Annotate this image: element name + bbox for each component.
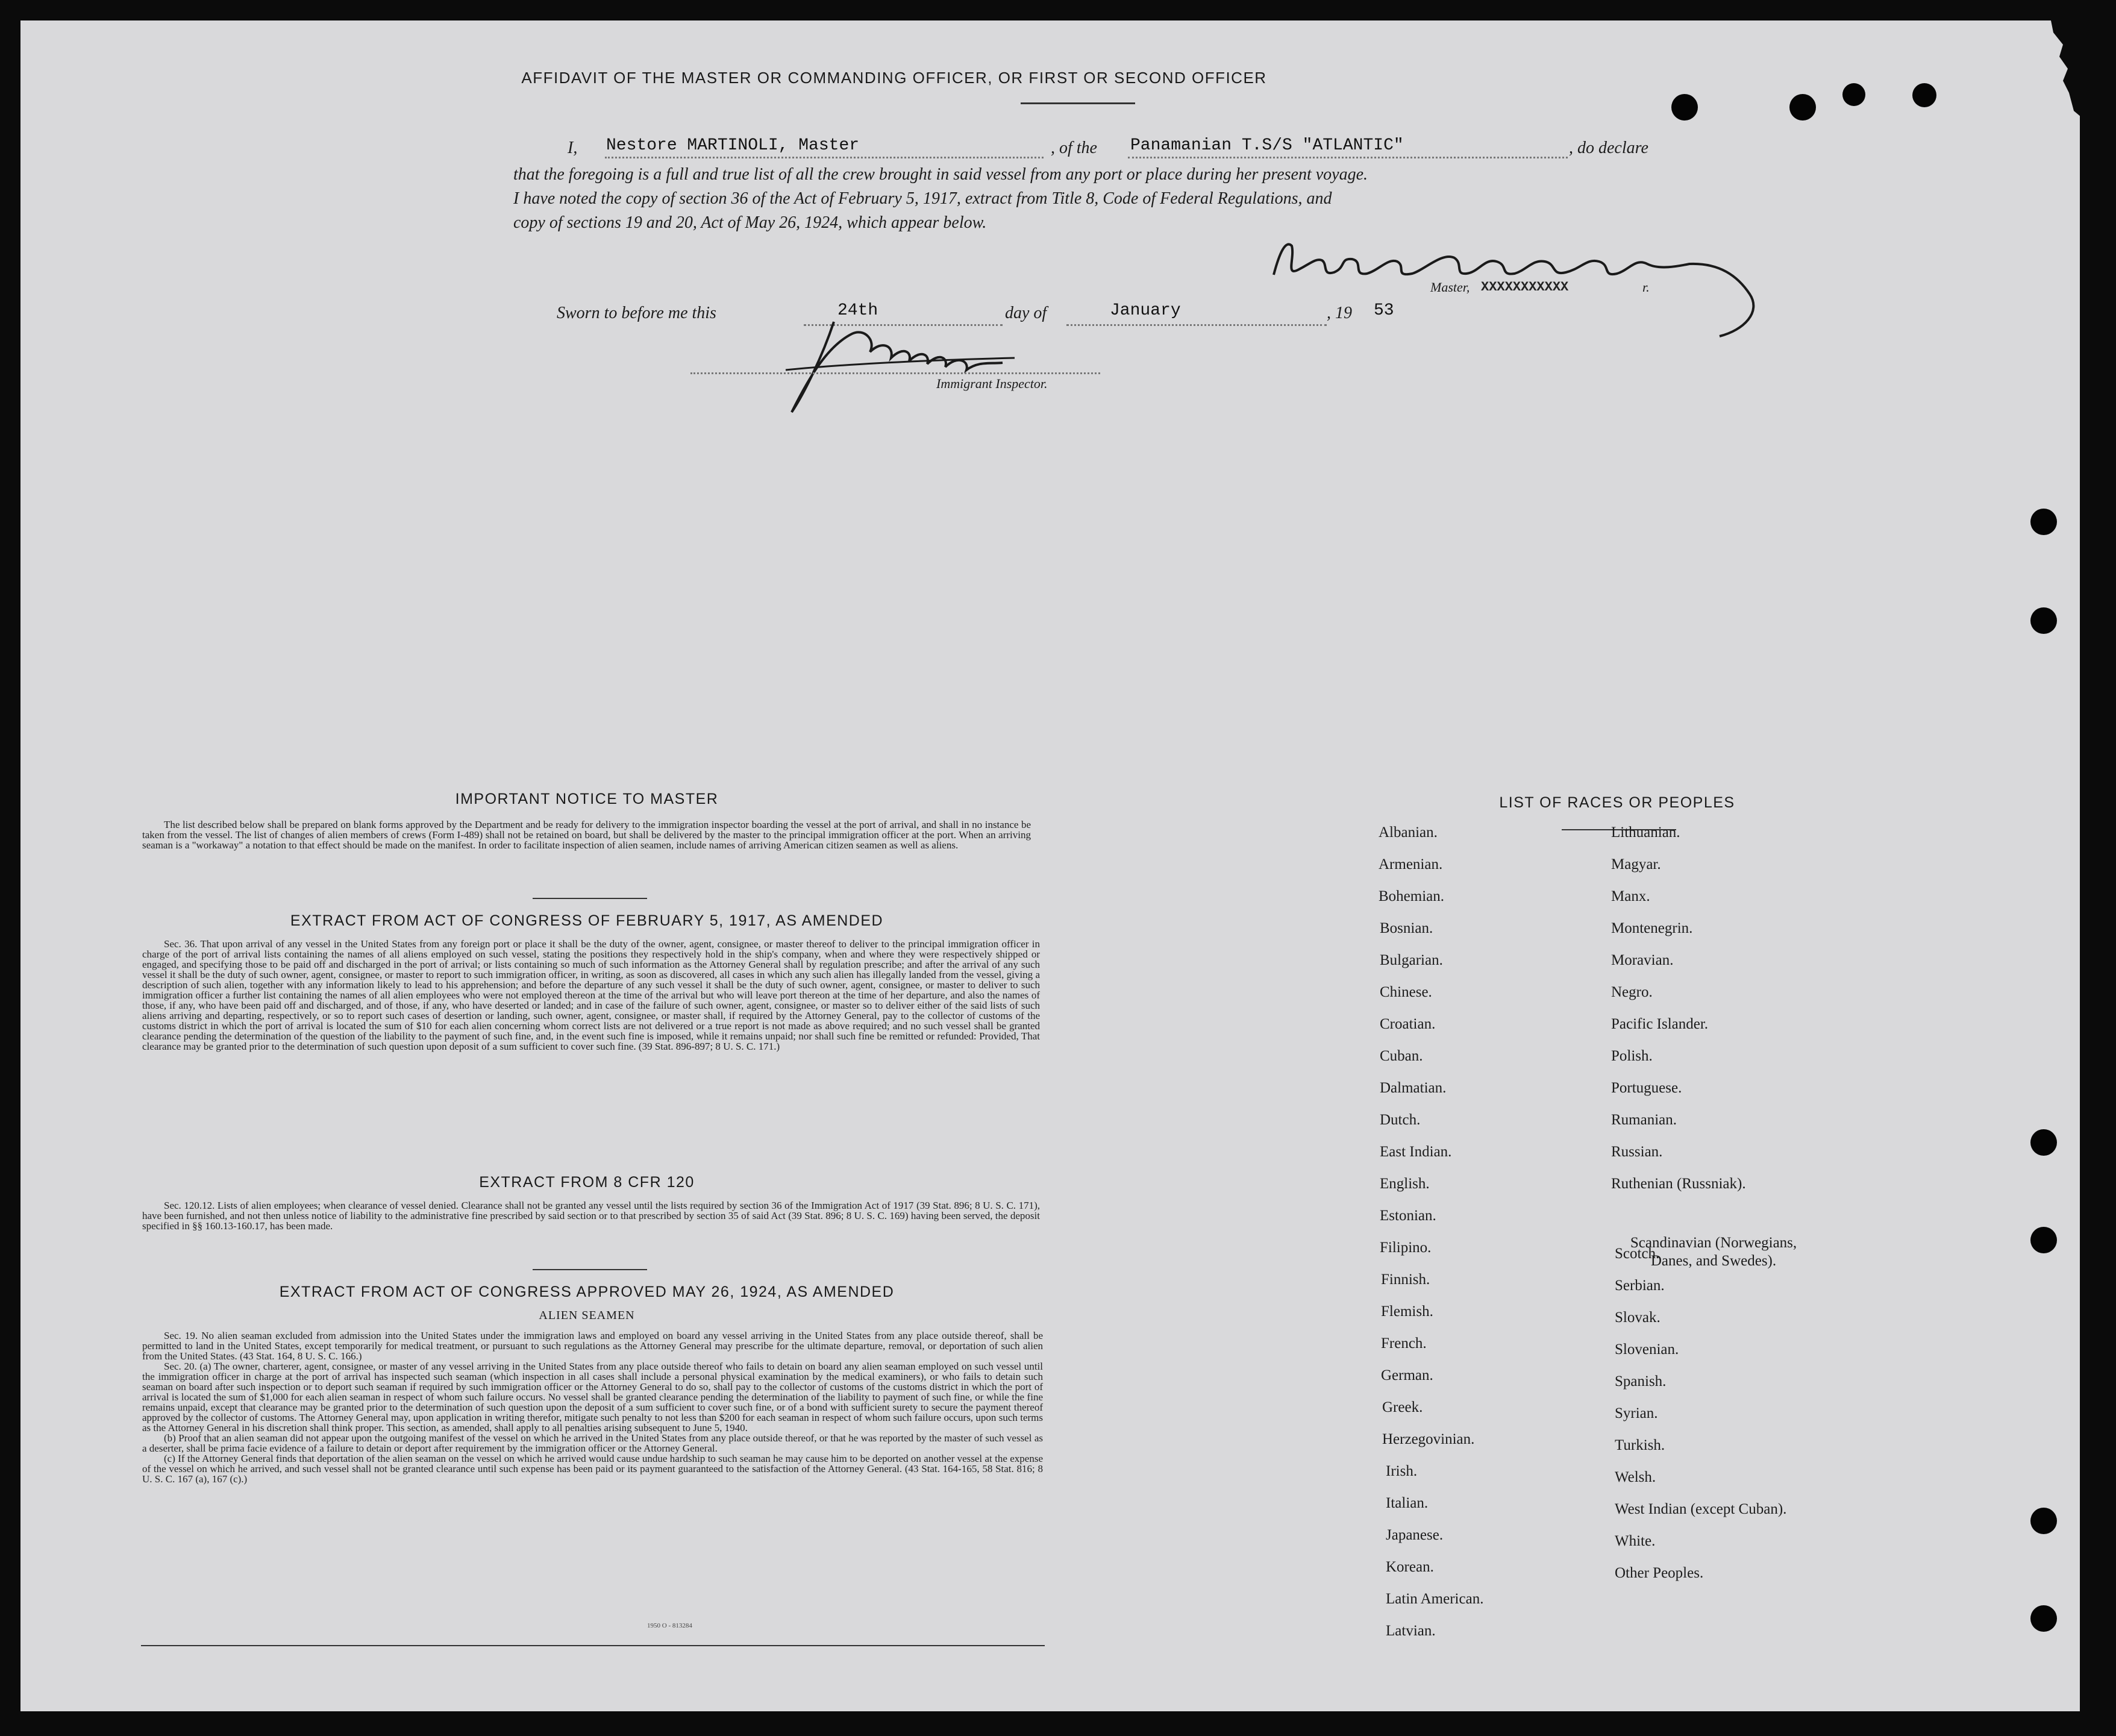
race-item: Croatian. bbox=[1380, 1016, 1436, 1032]
race-item: Dalmatian. bbox=[1380, 1080, 1447, 1096]
section-20c-text: (c) If the Attorney General finds that deportation of the alien seaman on the vessel on which he arrived would cause undue hardship to such seaman he may cause him to be deported on another vessel at the expense of the vessel on which he arrived, and such vessel shall not be granted clearance until such expense has been paid or its payment guaranteed to the satisfaction of the Attorney General. (43 Stat. 164-165, 58 Stat. 816; 8 U. S. C. 167 (a), 167 (c).) bbox=[142, 1453, 1043, 1485]
race-item: Lithuanian. bbox=[1611, 824, 1680, 841]
do-declare-label: , do declare bbox=[1569, 139, 1648, 157]
race-item: Syrian. bbox=[1615, 1405, 1658, 1421]
master-label: Master, bbox=[1430, 280, 1470, 295]
race-item: Finnish. bbox=[1381, 1271, 1430, 1288]
inspector-label: Immigrant Inspector. bbox=[936, 376, 1048, 391]
extract-1917-title: EXTRACT FROM ACT OF CONGRESS OF FEBRUARY 5, 1917, AS AMENDED bbox=[290, 912, 884, 929]
extract-1917-block bbox=[142, 939, 1040, 1051]
alien-seamen-subtitle: ALIEN SEAMEN bbox=[539, 1309, 635, 1322]
race-item: White. bbox=[1615, 1533, 1656, 1549]
race-item: Ruthenian (Russniak). bbox=[1611, 1176, 1746, 1192]
race-item: Rumanian. bbox=[1611, 1112, 1677, 1128]
master-name-field: Nestore MARTINOLI, Master bbox=[606, 136, 860, 155]
race-item: English. bbox=[1380, 1176, 1430, 1192]
punch-hole bbox=[2030, 1605, 2057, 1632]
race-item: Bosnian. bbox=[1380, 920, 1433, 936]
race-item: Dutch. bbox=[1380, 1112, 1421, 1128]
master-suffix: r. bbox=[1642, 280, 1650, 295]
notice-body: The list described below shall be prepared on blank forms approved by the Department and be ready for delivery to the immigration inspector boarding the vessel at the port of arrival, and shall in no instance be taken from the vessel. The list of changes of alien members of crews (Form I-489) shall not be retained on board, but shall be delivered by the master to the principal immigration officer at the port. When an arriving seaman is a "workaway" a notation to that effect should be made on the manifest. In order to facilitate inspection of alien seamen, include names of arriving American citizen seamen as well as aliens. bbox=[142, 819, 1031, 851]
race-item: Slovenian. bbox=[1615, 1341, 1679, 1358]
punch-hole bbox=[1842, 83, 1865, 106]
race-item: Pacific Islander. bbox=[1611, 1016, 1709, 1032]
torn-edge bbox=[2045, 20, 2080, 117]
race-item: Magyar. bbox=[1611, 856, 1661, 873]
race-item: Scotch. bbox=[1615, 1246, 1660, 1262]
race-item: Irish. bbox=[1386, 1463, 1418, 1479]
sworn-label: Sworn to before me this bbox=[557, 304, 716, 322]
race-item: Korean. bbox=[1386, 1559, 1434, 1575]
race-item: Flemish. bbox=[1381, 1303, 1433, 1320]
race-item: French. bbox=[1381, 1335, 1427, 1352]
section-20a-text: Sec. 20. (a) The owner, charterer, agent, consignee, or master of any vessel arriving in the United States from any place outside thereof who fails to detain on board any alien seaman employed on such vessel until the immigration officer in charge at the port of arrival has inspected such seaman (which inspection in all cases shall include a personal physical examination by the medical examiners), or who fails to detain such seaman on board after such inspection or to deport such seaman if required by such immigration officer or the Attorney General to do so, shall pay to the collector of customs of the customs district in which the port of arrival is located the sum of $1,000 for each alien seaman in respect of whom such failure occurs. No vessel shall be granted clearance pending the determination of the liability to payment of such fine, or while the fine remains unpaid, except that clearance may be granted prior to the determination of such question upon the deposit of a sum sufficient to cover such fine, or of a bond with sufficient surety to secure the payment thereof approved by the collector of customs. The Attorney General may, upon application in writing therefor, mitigate such penalty to not less than $200 for each seaman in respect of whom such failure occurs, upon such terms as the Attorney General in his discretion shall think proper. This section, as amended, shall apply to all penalties arising subsequent to June 5, 1940. bbox=[142, 1361, 1043, 1434]
extract-1924-title: EXTRACT FROM ACT OF CONGRESS APPROVED MAY 26, 1924, AS AMENDED bbox=[279, 1283, 895, 1300]
race-item: West Indian (except Cuban). bbox=[1615, 1501, 1787, 1517]
print-code: 1950 O - 813284 bbox=[647, 1622, 692, 1629]
declaration-line: copy of sections 19 and 20, Act of May 26, 1924, which appear below. bbox=[513, 213, 987, 232]
punch-hole bbox=[1912, 83, 1936, 107]
day-of-label: day of bbox=[1005, 304, 1047, 322]
race-item: Estonian. bbox=[1380, 1208, 1436, 1224]
extract-cfr-body: Sec. 120.12. Lists of alien employees; when clearance of vessel denied. Clearance shall not be granted any vessel until the lists required by section 36 of the Immigration Act of 1917 (39 Stat. 896; 8 U. S. C. 171), have been furnished, and not then unless notice of liability to the administrative fine prescribed by said section or to that prescribed by section 35 of said Act (39 Stat. 896; 8 U. S. C. 169) having been served, the deposit specified in §§ 160.13-160.17, has been made. bbox=[142, 1200, 1040, 1232]
race-item: Cuban. bbox=[1380, 1048, 1423, 1064]
punch-hole bbox=[2030, 1129, 2057, 1156]
race-item: Portuguese. bbox=[1611, 1080, 1682, 1096]
affidavit-title: AFFIDAVIT OF THE MASTER OR COMMANDING OFFICER, OR FIRST OR SECOND OFFICER bbox=[521, 69, 1267, 87]
year-field: 53 bbox=[1374, 301, 1394, 320]
punch-hole bbox=[2030, 607, 2057, 634]
extract-cfr-block bbox=[142, 1200, 1040, 1231]
race-item: Negro. bbox=[1611, 984, 1653, 1000]
race-item: Polish. bbox=[1611, 1048, 1653, 1064]
race-item: Manx. bbox=[1611, 888, 1650, 904]
inspector-signature bbox=[762, 304, 1051, 424]
races-title: LIST OF RACES OR PEOPLES bbox=[1499, 794, 1735, 811]
race-item: Spanish. bbox=[1615, 1373, 1667, 1390]
race-item: Welsh. bbox=[1615, 1469, 1656, 1485]
race-item: Herzegovinian. bbox=[1382, 1431, 1475, 1447]
punch-hole bbox=[2030, 509, 2057, 535]
race-item: Slovak. bbox=[1615, 1309, 1661, 1326]
punch-hole bbox=[1671, 94, 1698, 121]
section-19-text: Sec. 19. No alien seaman excluded from admission into the United States under the immigration laws and employed on board any vessel arriving in the United States from any place outside thereof, shall be permitted to land in the United States, except temporarily for medical treatment, or pursuant to such regulations as the Attorney General may prescribe for the ultimate departure, removal, or deportation of such alien from the United States. (43 Stat. 164, 8 U. S. C. 166.) bbox=[142, 1330, 1043, 1362]
race-item-scandinavian: Scandinavian (Norwegians, Danes, and Swedes). bbox=[1630, 1235, 1797, 1269]
race-item: Russian. bbox=[1611, 1144, 1663, 1160]
race-item: Montenegrin. bbox=[1611, 920, 1693, 936]
day-field: 24th bbox=[837, 301, 878, 320]
race-item: Japanese. bbox=[1386, 1527, 1444, 1543]
declaration-line: I have noted the copy of section 36 of the Act of February 5, 1917, extract from Title 8, Code of Federal Regulations, and bbox=[513, 189, 1332, 208]
pronoun: I, bbox=[568, 139, 578, 157]
race-item: Greek. bbox=[1382, 1399, 1423, 1415]
punch-hole bbox=[1789, 94, 1816, 121]
section-20b-text: (b) Proof that an alien seaman did not appear upon the outgoing manifest of the vessel on which he arrived in the United States from any place outside thereof, or that he was reported by the master of such vessel as a deserter, shall be prima facie evidence of a failure to detain or deport after requirement by the immigration officer or the Attorney General. bbox=[142, 1432, 1043, 1454]
race-item: Filipino. bbox=[1380, 1239, 1432, 1256]
extract-1917-body: Sec. 36. That upon arrival of any vessel in the United States from any foreign port or place it shall be the duty of the owner, agent, consignee, or master thereof to deliver to the principal immigration officer in charge of the port of arrival lists containing the names of all aliens employed on such vessel, stating the positions they respectively hold in the ship's company, when and where they were respectively shipped or engaged, and specifying those to be paid off and discharged in the port of arrival; or lists containing so much of such information as the Attorney General shall by regulation prescribe; and after the arrival of any such vessel it shall be the duty of such owner, agent, consignee, or master to report to such immigration officer, in writing, as soon as discovered, all cases in which any such alien has illegally landed from the vessel, giving a description of such alien, together with any information likely to lead to his apprehension; and before the departure of any such vessel it shall be the duty of such owner, agent, consignee, or master to deliver to such immigration officer a further list containing the names of all alien employees who were not employed thereon at the time of the arrival but who will leave port thereon at the time of her departure, and also the names of those, if any, who have been paid off and discharged, and of those, if any, who have deserted or landed; and in case of the failure of such owner, agent, consignee, or master so to deliver either of the said lists of such aliens arriving and departing, respectively, or so to report such cases of desertion or landing, such owner, agent, consignee, or master shall, if required by the Attorney General, pay to the collector of customs of the customs district in which the port of arrival is located the sum of $10 for each alien concerning whom correct lists are not delivered or a true report is not made as above required; and no such vessel shall be granted clearance pending the determination of the question of the liability to the payment of such fine, and, in the event such fine is imposed, while it remains unpaid; nor shall such fine be remitted or refunded: Provided, That clearance may be granted prior to the determination of such question upon deposit of a sum sufficient to cover such fine. (39 Stat. 896-897; 8 U. S. C. 171.) bbox=[142, 938, 1040, 1052]
race-item: Italian. bbox=[1386, 1495, 1429, 1511]
race-item: Turkish. bbox=[1615, 1437, 1665, 1453]
race-item: Albanian. bbox=[1379, 824, 1438, 841]
race-item: Bohemian. bbox=[1379, 888, 1445, 904]
document-page bbox=[20, 20, 2080, 1711]
declaration-line: that the foregoing is a full and true list of all the crew brought in said vessel from any port or place during her present voyage. bbox=[513, 165, 1368, 184]
punch-hole bbox=[2030, 1227, 2057, 1253]
notice-title: IMPORTANT NOTICE TO MASTER bbox=[455, 791, 719, 807]
notice-body-block bbox=[142, 819, 1031, 850]
race-item: Moravian. bbox=[1611, 952, 1674, 968]
race-item: Latvian. bbox=[1386, 1623, 1436, 1639]
extract-cfr-title: EXTRACT FROM 8 CFR 120 bbox=[479, 1174, 695, 1191]
year-prefix: , 19 bbox=[1327, 304, 1352, 322]
of-the-label: , of the bbox=[1051, 139, 1097, 157]
extract-1924-block bbox=[142, 1330, 1043, 1484]
race-item: Armenian. bbox=[1379, 856, 1443, 873]
race-item: Latin American. bbox=[1386, 1591, 1484, 1607]
vessel-name-field: Panamanian T.S/S "ATLANTIC" bbox=[1130, 136, 1404, 155]
race-item: Chinese. bbox=[1380, 984, 1432, 1000]
race-item: East Indian. bbox=[1380, 1144, 1452, 1160]
race-item: German. bbox=[1381, 1367, 1433, 1383]
month-field: January bbox=[1110, 301, 1181, 320]
race-item: Other Peoples. bbox=[1615, 1565, 1704, 1581]
struck-text: XXXXXXXXXXX bbox=[1481, 280, 1569, 295]
race-item: Serbian. bbox=[1615, 1277, 1665, 1294]
race-item: Bulgarian. bbox=[1380, 952, 1443, 968]
punch-hole bbox=[2030, 1508, 2057, 1534]
